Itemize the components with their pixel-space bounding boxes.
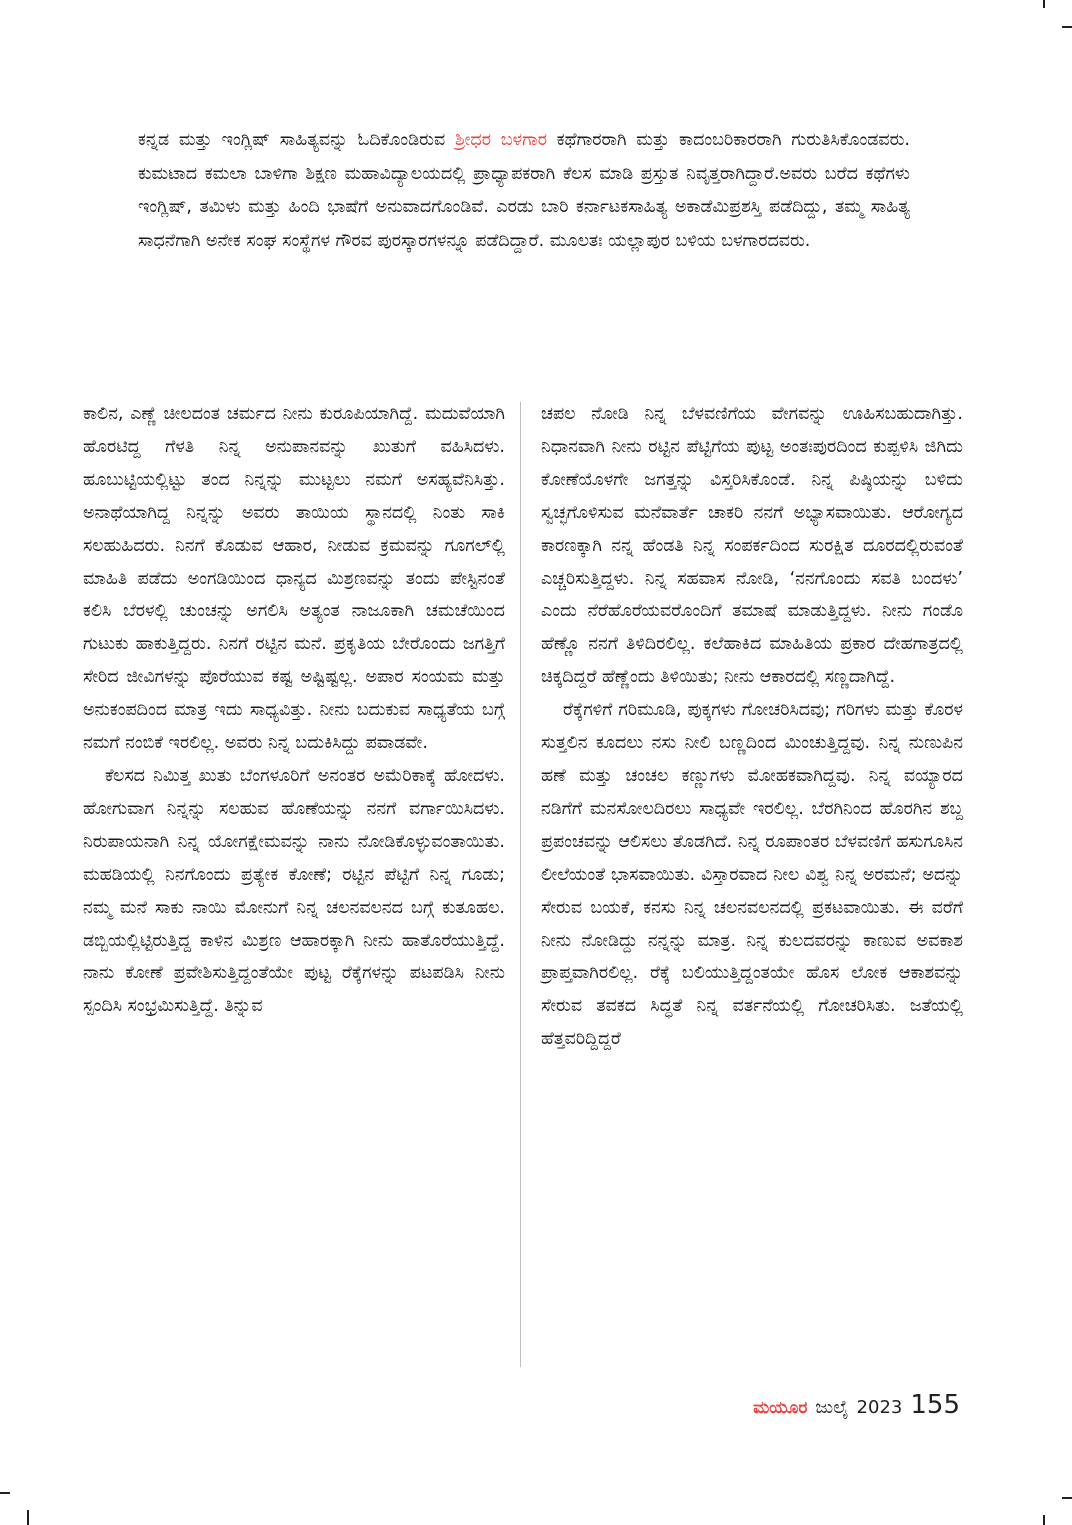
paragraph: ರೆಕ್ಕೆಗಳಿಗೆ ಗರಿಮೂಡಿ, ಪುಕ್ಕಗಳು ಗೋಚರಿಸಿದವು; ಗರಿಗಳು ಮತ್ತು ಕೊರಳ ಸುತ್ತಲಿನ ಕೂದಲು ನಸು ನೀಲಿ ಬಣ್ಣದಿಂದ ಮಿಂಚುತ್ತಿದ್ದವು. ನಿನ್ನ ನುಣುಪಿನ ಹಣೆ ಮತ್ತು ಚಂಚಲ ಕಣ್ಣುಗಳು ಮೋಹಕವಾಗಿದ್ದವು. ನಿನ್ನ ವಯ್ಯಾರದ ನಡಿಗೆಗೆ ಮನಸೋಲದಿರಲು ಸಾಧ್ಯವೇ ಇರಲಿಲ್ಲ. ಬೆರಗಿನಿಂದ ಹೊರಗಿನ ಶಬ್ದ ಪ್ರಪಂಚವನ್ನು ಆಲಿಸಲು ತೊಡಗಿದೆ. ನಿನ್ನ ರೂಪಾಂತರ ಬೆಳವಣಿಗೆ ಹಸುಗೂಸಿನ ಲೀಲೆಯಂತೆ ಭಾಸವಾಯಿತು. ವಿಸ್ತಾರವಾದ ನೀಲ ವಿಶ್ವ ನಿನ್ನ ಅರಮನೆ; ಅದನ್ನು ಸೇರುವ ಬಯಕೆ, ಕನಸು ನಿನ್ನ ಚಲನವಲನದಲ್ಲಿ ಪ್ರಕಟವಾಯಿತು. ಈ ವರೆಗೆ ನೀನು ನೋಡಿದ್ದು ನನ್ನನ್ನು ಮಾತ್ರ. ನಿನ್ನ ಕುಲದವರನ್ನು ಕಾಣುವ ಅವಕಾಶ ಪ್ರಾಪ್ತವಾಗಿರಲಿಲ್ಲ. ರೆಕ್ಕೆ ಬಲಿಯುತ್ತಿದ್ದಂತಯೇ ಹೊಸ ಲೋಕ ಆಕಾಶವನ್ನು ಸೇರುವ ತವಕದ ಸಿದ್ಧತೆ ನಿನ್ನ ವರ್ತನೆಯಲ್ಲಿ ಗೋಚರಿಸಿತು. ಜತೆಯಲ್ಲಿ ಹೆತ್ತವರಿದ್ದಿದ್ದರೆ [541,700,964,1050]
crop-mark-right-bottom [1062,1497,1072,1499]
crop-mark-bottom-left [27,1510,29,1525]
author-name: ಶ್ರೀಧರ ಬಳಗಾರ [454,130,547,150]
page-number: 155 [910,1390,960,1420]
issue-year: 2023 [856,1397,903,1418]
paragraph: ಕೆಲಸದ ನಿಮಿತ್ತ ಖುತು ಬೆಂಗಳೂರಿಗೆ ಅನಂತರ ಅಮೆರಿಕಾಕ್ಕೆ ಹೋದಳು. ಹೋಗುವಾಗ ನಿನ್ನನ್ನು ಸಲಹುವ ಹೊಣೆಯನ್ನು ನನಗೆ ವರ್ಗಾಯಿಸಿದಳು. ನಿರುಪಾಯನಾಗಿ ನಿನ್ನ ಯೋಗಕ್ಷೇಮವನ್ನು ನಾನು ನೋಡಿಕೊಳ್ಳುವಂತಾಯಿತು. ಮಹಡಿಯಲ್ಲಿ ನಿನಗೊಂದು ಪ್ರತ್ಯೇಕ ಕೋಣೆ; ರಟ್ಟಿನ ಪೆಟ್ಟಿಗೆ ನಿನ್ನ ಗೂಡು; ನಮ್ಮ ಮನೆ ಸಾಕು ನಾಯಿ ಮೋನುಗೆ ನಿನ್ನ ಚಲನವಲನದ ಬಗ್ಗೆ ಕುತೂಹಲ. ಡಬ್ಬಿಯಲ್ಲಿಟ್ಟಿರುತ್ತಿದ್ದ ಕಾಳಿನ ಮಿಶ್ರಣ ಆಹಾರಕ್ಕಾಗಿ ನೀನು ಹಾತೊರೆಯುತ್ತಿದ್ದೆ. ನಾನು ಕೋಣೆ ಪ್ರವೇಶಿಸುತ್ತಿದ್ದಂತೆಯೇ ಪುಟ್ಟ ರೆಕ್ಕೆಗಳನ್ನು ಪಟಪಡಿಸಿ ನೀನು ಸ್ಪಂದಿಸಿ ಸಂಭ್ರಮಿಸುತ್ತಿದ್ದೆ. ತಿನ್ನುವ [83,765,505,1017]
bio-text-before: ಕನ್ನಡ ಮತ್ತು ಇಂಗ್ಲಿಷ್ ಸಾಹಿತ್ಯವನ್ನು ಓದಿಕೊಂಡಿರುವ [138,130,455,150]
crop-mark-right-top [1062,26,1072,28]
paragraph: ಚಪಲ ನೋಡಿ ನಿನ್ನ ಬೆಳವಣಿಗೆಯ ವೇಗವನ್ನು ಊಹಿಸಬಹುದಾಗಿತ್ತು. ನಿಧಾನವಾಗಿ ನೀನು ರಟ್ಟಿನ ಪೆಟ್ಟಿಗೆಯ ಪುಟ್ಟ ಅಂತಃಪುರದಿಂದ ಕುಪ್ಪಳಿಸಿ ಜಿಗಿದು ಕೋಣೆಯೊಳಗೇ ಜಗತ್ತನ್ನು ವಿಸ್ತರಿಸಿಕೊಂಡೆ. ನಿನ್ನ ಪಿಷ್ಠಿಯನ್ನು ಬಳಿದು ಸ್ವಚ್ಛಗೊಳಿಸುವ ಮನೆವಾರ್ತೆ ಚಾಕರಿ ನನಗೆ ಅಭ್ಯಾಸವಾಯಿತು. ಆರೋಗ್ಯದ ಕಾರಣಕ್ಕಾಗಿ ನನ್ನ ಹೆಂಡತಿ ನಿನ್ನ ಸಂಪರ್ಕದಿಂದ ಸುರಕ್ಷಿತ ದೂರದಲ್ಲಿರುವಂತೆ ಎಚ್ಚರಿಸುತ್ತಿದ್ದಳು. ನಿನ್ನ ಸಹವಾಸ ನೋಡಿ, ‘ನನಗೊಂದು ಸವತಿ ಬಂದಳು’ ಎಂದು ನೆರೆಹೊರೆಯವರೊಂದಿಗೆ ತಮಾಷೆ ಮಾಡುತ್ತಿದ್ದಳು. ನೀನು ಗಂಡೊ ಹೆಣ್ಣೊ ನನಗೆ ತಿಳಿದಿರಲಿಲ್ಲ. ಕಲೆಹಾಕಿದ ಮಾಹಿತಿಯ ಪ್ರಕಾರ ದೇಹಗಾತ್ರದಲ್ಲಿ ಚಿಕ್ಕದಿದ್ದರೆ ಹೆಣ್ಣೆಂದು ತಿಳಿಯಿತು; ನೀನು ಆಕಾರದಲ್ಲಿ ಸಣ್ಣದಾಗಿದ್ದೆ. [541,404,963,688]
crop-mark-top-right [1043,0,1045,8]
article-column-right [541,398,963,1056]
article-column-left [83,398,505,1023]
crop-mark-bottom-right [1043,1515,1045,1525]
issue-month: ಜುಲೈ [815,1397,849,1418]
magazine-name: ಮಯೂರ [753,1398,808,1418]
author-bio [138,124,910,258]
column-divider [520,402,521,1367]
crop-mark-left-bottom [0,1492,10,1494]
paragraph: ಕಾಲಿನ, ಎಣ್ಣೆ ಚೀಲದಂತ ಚರ್ಮದ ನೀನು ಕುರೂಪಿಯಾಗಿದ್ದೆ. ಮದುವೆಯಾಗಿ ಹೊರಟಿದ್ದ ಗೆಳತಿ ನಿನ್ನ ಅನುಪಾನವನ್ನು ಖುತುಗೆ ವಹಿಸಿದಳು. ಹೂಬುಟ್ಟಿಯಲ್ಲಿಟ್ಟು ತಂದ ನಿನ್ನನ್ನು ಮುಟ್ಟಲು ನಮಗೆ ಅಸಹ್ಯವೆನಿಸಿತ್ತು. ಅನಾಥೆಯಾಗಿದ್ದ ನಿನ್ನನ್ನು ಅವರು ತಾಯಿಯ ಸ್ಥಾನದಲ್ಲಿ ನಿಂತು ಸಾಕಿ ಸಲಹುಹಿದರು. ನಿನಗೆ ಕೊಡುವ ಆಹಾರ, ನೀಡುವ ಕ್ರಮವನ್ನು ಗೂಗಲ್‌ಲ್ಲಿ ಮಾಹಿತಿ ಪಡೆದು ಅಂಗಡಿಯಿಂದ ಧಾನ್ಯದ ಮಿಶ್ರಣವನ್ನು ತಂದು ಪೇಸ್ಟಿನಂತೆ ಕಲಿಸಿ ಬೆರಳಲ್ಲಿ ಚುಂಚನ್ನು ಅಗಲಿಸಿ ಅತ್ಯಂತ ನಾಜೂಕಾಗಿ ಚಮಚೆಯಿಂದ ಗುಟುಕು ಹಾಕುತ್ತಿದ್ದರು. ನಿನಗೆ ರಟ್ಟಿನ ಮನೆ. ಪ್ರಕೃತಿಯ ಬೇರೊಂದು ಜಗತ್ತಿಗೆ ಸೇರಿದ ಜೀವಿಗಳನ್ನು ಪೊರೆಯುವ ಕಷ್ಟ ಅಷ್ಟಿಷ್ಟಲ್ಲ. ಅಪಾರ ಸಂಯಮ ಮತ್ತು ಅನುಕಂಪದಿಂದ ಮಾತ್ರ ಇದು ಸಾಧ್ಯವಿತ್ತು. ನೀನು ಬದುಕುವ ಸಾಧ್ಯತೆಯ ಬಗ್ಗೆ ನಮಗೆ ನಂಬಿಕೆ ಇರಲಿಲ್ಲ. ಅವರು ನಿನ್ನ ಬದುಕಿಸಿದ್ದು ಪವಾಡವೇ. [83,404,505,754]
page-footer [753,1390,960,1420]
bio-text-after: ಕಥೆಗಾರರಾಗಿ ಮತ್ತು ಕಾದಂಬರಿಕಾರರಾಗಿ ಗುರುತಿಸಿಕೊಂಡವರು. ಕುಮಟಾದ ಕಮಲಾ ಬಾಳಿಗಾ ಶಿಕ್ಷಣ ಮಹಾವಿದ್ಯಾಲಯದಲ್ಲಿ ಪ್ರಾಧ್ಯಾಪಕರಾಗಿ ಕೆಲಸ ಮಾಡಿ ಪ್ರಸ್ತುತ ನಿವೃತ್ತರಾಗಿದ್ದಾರೆ.ಅವರು ಬರೆದ ಕಥೆಗಳು ಇಂಗ್ಲಿಷ್, ತಮಿಳು ಮತ್ತು ಹಿಂದಿ ಭಾಷೆಗೆ ಅನುವಾದಗೊಂಡಿವೆ. ಎರಡು ಬಾರಿ ಕರ್ನಾಟಕಸಾಹಿತ್ಯ ಅಕಾಡೆಮಿಪ್ರಶಸ್ತಿ ಪಡೆದಿದ್ದು, ತಮ್ಮ ಸಾಹಿತ್ಯ ಸಾಧನೆಗಾಗಿ ಅನೇಕ ಸಂಘ ಸಂಸ್ಥೆಗಳ ಗೌರವ ಪುರಸ್ಕಾರಗಳನ್ನೂ ಪಡೆದಿದ್ದಾರೆ. ಮೂಲತಃ ಯಲ್ಲಾಪುರ ಬಳಿಯ ಬಳಗಾರದವರು. [138,130,910,251]
